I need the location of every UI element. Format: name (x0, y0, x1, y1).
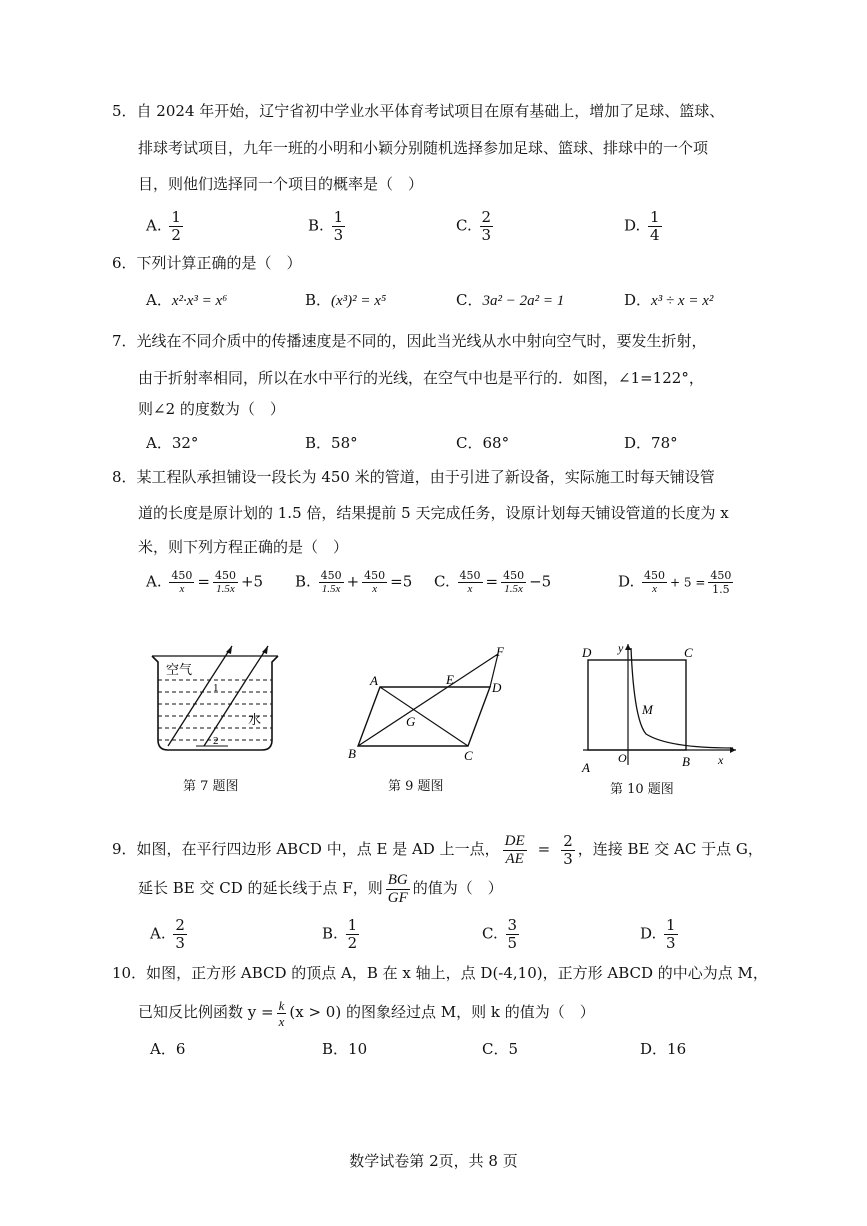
q5-line1: 5．自 2024 年开始，辽宁省初中学业水平体育考试项目在原有基础上，增加了足球、篮球、 (112, 102, 725, 120)
q5-line2: 排球考试项目，九年一班的小明和小颖分别随机选择参加足球、篮球、排球中的一个项 (138, 139, 709, 157)
label-G: G (406, 714, 416, 729)
label-B: B (348, 746, 356, 761)
q9-option-c[interactable]: C. $\frac{3}{5}$ (482, 916, 518, 952)
label-M: M (642, 702, 653, 717)
figure-9-parallelogram (340, 640, 515, 765)
light-ray-1 (168, 680, 210, 746)
q6-option-d[interactable]: D．x³ ÷ x = x² (624, 291, 714, 309)
q5-option-c[interactable]: C. $\frac{2}{3}$ (456, 208, 492, 244)
q10-option-c[interactable]: C．5 (482, 1040, 519, 1058)
q8-option-a[interactable]: A. $\frac{450}{x}$ = $\frac{450}{1.5x}$ +5 (146, 569, 264, 595)
q8-line1: 8．某工程队承担铺设一段长为 450 米的管道，由于引进了新设备，实际施工时每天铺设管 (112, 468, 715, 486)
square-abcd (588, 660, 686, 750)
hidden-diagonal (588, 660, 686, 750)
q10-option-b[interactable]: B．10 (322, 1040, 368, 1058)
light-ray-2 (204, 680, 246, 746)
line-bf (358, 654, 498, 746)
q8-line3: 米，则下列方程正确的是（ ） (138, 538, 349, 556)
label-C: C (684, 645, 693, 660)
q5-line3: 目，则他们选择同一个项目的概率是（ ） (138, 175, 424, 193)
label-A: A (370, 673, 378, 688)
q10-line1: 10．如图，正方形 ABCD 的顶点 A，B 在 x 轴上，点 D(-4,10)，正方形 ABCD 的中心为点 M， (112, 964, 768, 982)
label-D: D (492, 680, 502, 695)
figure-7-beaker (148, 640, 283, 765)
label-E: E (446, 672, 454, 687)
q9-option-b[interactable]: B. $\frac{1}{2}$ (322, 916, 358, 952)
q6-option-b[interactable]: B．(x³)² = x⁵ (305, 291, 387, 309)
q7-option-d[interactable]: D．78° (624, 434, 678, 452)
figure-10-square-graph (578, 640, 738, 775)
q5-option-d[interactable]: D. $\frac{1}{4}$ (624, 208, 660, 244)
q7-line2: 由于折射率相同，所以在水中平行的光线，在空气中也是平行的．如图，∠1=122°， (138, 369, 704, 387)
q7-line1: 7．光线在不同介质中的传播速度是不同的，因此当光线从水中射向空气时，要发生折射， (112, 332, 707, 350)
label-x: x (718, 753, 724, 767)
label-A: A (582, 760, 590, 775)
label-water: 水 (248, 712, 262, 727)
q6-option-c[interactable]: C．3a² − 2a² = 1 (456, 291, 565, 309)
q9-option-a[interactable]: A. $\frac{2}{3}$ (150, 916, 185, 952)
q9-line1: 9．如图，在平行四边形 ABCD 中，点 E 是 AD 上一点， $\frac{DE}{AE}$ = $\frac{2}{3}$ ，连接 BE 交 AC 于点 G， (112, 831, 763, 868)
figure-9-caption: 第 9 题图 (388, 779, 444, 794)
figure-10-caption: 第 10 题图 (610, 782, 674, 797)
q10-option-d[interactable]: D．16 (640, 1040, 687, 1058)
label-air: 空气 (166, 662, 193, 677)
y-axis-arrow-icon (625, 644, 631, 650)
label-angle-1: 1 (213, 682, 219, 694)
label-F: F (496, 644, 504, 659)
q8-line2: 道的长度是原计划的 1.5 倍，结果提前 5 天完成任务，设原计划每天铺设管道的长度为 x (138, 504, 729, 522)
label-y: y (618, 641, 624, 655)
q5-option-a[interactable]: A. $\frac{1}{2}$ (146, 208, 181, 244)
label-D: D (582, 645, 592, 660)
q7-option-c[interactable]: C．68° (456, 434, 510, 452)
q7-option-a[interactable]: A．32° (146, 434, 199, 452)
q9-option-d[interactable]: D. $\frac{1}{3}$ (640, 916, 676, 952)
label-B: B (682, 754, 690, 769)
q5-option-b[interactable]: B. $\frac{1}{3}$ (308, 208, 344, 244)
label-C: C (464, 748, 473, 763)
inverse-function-curve (631, 648, 733, 748)
q6-line1: 6．下列计算正确的是（ ） (112, 254, 302, 272)
q8-option-b[interactable]: B. $\frac{450}{1.5x}$ + $\frac{450}{x}$ =5 (295, 569, 413, 595)
label-O: O (618, 751, 627, 765)
q6-option-a[interactable]: A．x²·x³ = x⁶ (146, 291, 228, 309)
figure-7-caption: 第 7 题图 (183, 779, 239, 794)
q10-line2: 已知反比例函数 y = $\frac{k}{x}$ (x > 0) 的图象经过点 M，则 k 的值为（ ） (138, 997, 595, 1029)
q10-option-a[interactable]: A．6 (150, 1040, 186, 1058)
q8-option-d[interactable]: D. $\frac{450}{x}$ + 5 = $\frac{450}{1.5}$ (618, 569, 732, 596)
label-angle-2: 2 (213, 735, 219, 747)
q7-line3: 则∠2 的度数为（ ） (138, 400, 285, 418)
diagonal-ac (380, 687, 468, 746)
page-footer: 数学试卷第 2页，共 8 页 (349, 1152, 518, 1170)
q8-option-c[interactable]: C. $\frac{450}{x}$ = $\frac{450}{1.5x}$ −5 (434, 569, 552, 595)
q7-option-b[interactable]: B．58° (305, 434, 358, 452)
q9-line2: 延长 BE 交 CD 的延长线于点 F，则 $\frac{BG}{GF}$ 的值为（ ） (138, 871, 503, 906)
